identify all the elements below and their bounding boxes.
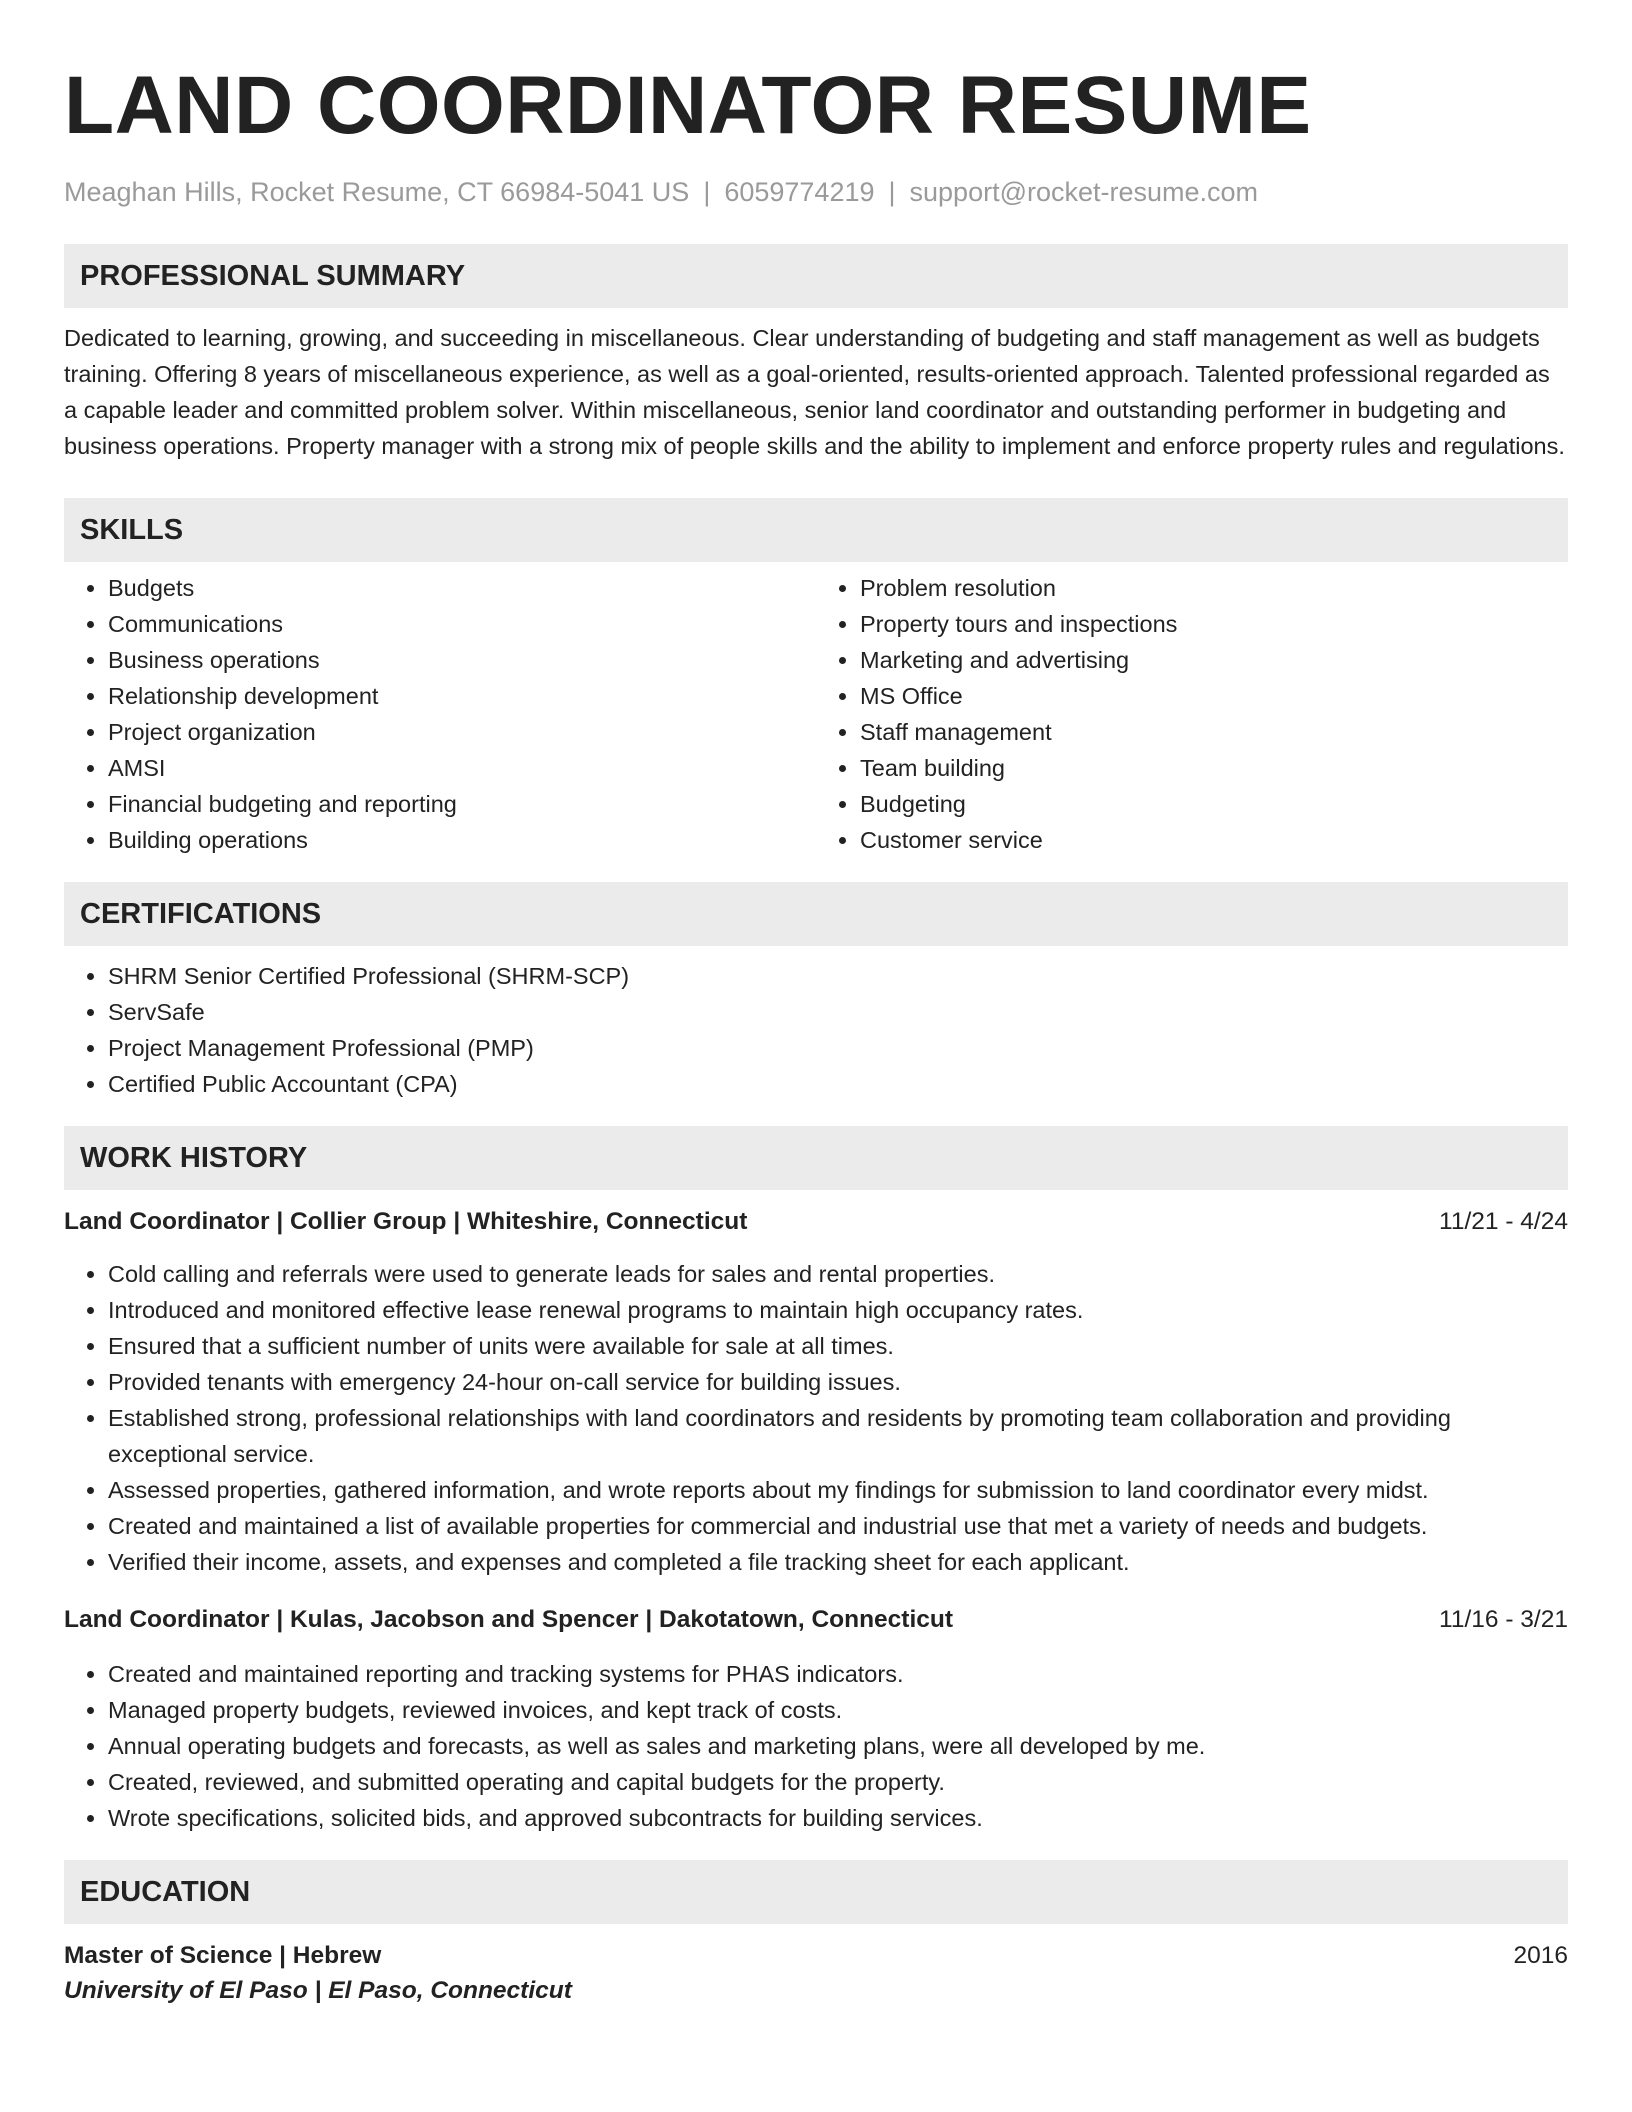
job-dates: 11/16 - 3/21 <box>1439 1606 1568 1633</box>
skill-item: • Marketing and advertising <box>860 642 1568 678</box>
skill-item: • Business operations <box>108 642 816 678</box>
section-heading-summary: PROFESSIONAL SUMMARY <box>64 244 1568 308</box>
skill-item: • Building operations <box>108 822 816 858</box>
job-bullet: • Created and maintained a list of available properties for commercial and industrial use that met a variety of needs and budgets. <box>108 1508 1568 1544</box>
contact-separator: | <box>888 177 896 207</box>
certification-item: • Certified Public Accountant (CPA) <box>108 1066 1568 1102</box>
skill-item: • Property tours and inspections <box>860 606 1568 642</box>
certifications-list <box>64 958 1568 1102</box>
job-bullet: • Created, reviewed, and submitted operating and capital budgets for the property. <box>108 1764 1568 1800</box>
job-bullet: • Cold calling and referrals were used to generate leads for sales and rental properties. <box>108 1256 1568 1292</box>
summary-text: Dedicated to learning, growing, and succeeding in miscellaneous. Clear understanding of budgeting and staff management as well as budgets training. Offering 8 years of miscellaneous experience, as well as a goal-oriented, results-oriented approach. Talented professional regarded as a capable leader and committed problem solver. Within miscellaneous, senior land coordinator and outstanding performer in budgeting and business operations. Property manager with a strong mix of people skills and the ability to implement and enforce property rules and regulations. <box>64 325 1565 459</box>
education-header <box>64 1938 1568 1974</box>
skill-item: • Project organization <box>108 714 816 750</box>
skill-item: • Customer service <box>860 822 1568 858</box>
skill-item: • AMSI <box>108 750 816 786</box>
job-dates: 11/21 - 4/24 <box>1439 1208 1568 1235</box>
job-bullet: • Annual operating budgets and forecasts, as well as sales and marketing plans, were all developed by me. <box>108 1728 1568 1764</box>
section-heading-education: EDUCATION <box>64 1860 1568 1924</box>
skills-column-right <box>816 570 1568 858</box>
resume-title: LAND COORDINATOR RESUME <box>64 60 1312 151</box>
contact-address: Meaghan Hills, Rocket Resume, CT 66984-5041 US <box>64 177 690 207</box>
skill-item: • Relationship development <box>108 678 816 714</box>
job-title: Land Coordinator | Kulas, Jacobson and Spencer | Dakotatown, Connecticut <box>64 1606 954 1633</box>
job-bullet: • Wrote specifications, solicited bids, and approved subcontracts for building services. <box>108 1800 1568 1836</box>
education-degree: Master of Science | Hebrew <box>64 1942 382 1969</box>
job-header <box>64 1602 1568 1638</box>
contact-line <box>64 174 1568 210</box>
skill-item: • Budgets <box>108 570 816 606</box>
skill-item: • Problem resolution <box>860 570 1568 606</box>
job-bullet: • Ensured that a sufficient number of units were available for sale at all times. <box>108 1328 1568 1364</box>
contact-phone: 6059774219 <box>724 177 875 207</box>
section-heading-work: WORK HISTORY <box>64 1126 1568 1190</box>
skill-item: • Communications <box>108 606 816 642</box>
job-bullet: • Verified their income, assets, and expenses and completed a file tracking sheet for each applicant. <box>108 1544 1568 1580</box>
job-bullets <box>64 1256 1568 1580</box>
job-bullet: • Assessed properties, gathered information, and wrote reports about my findings for submission to land coordinator every midst. <box>108 1472 1568 1508</box>
section-heading-skills: SKILLS <box>64 498 1568 562</box>
job-bullet: • Provided tenants with emergency 24-hour on-call service for building issues. <box>108 1364 1568 1400</box>
job-header <box>64 1204 1568 1240</box>
job-title: Land Coordinator | Collier Group | Whiteshire, Connecticut <box>64 1208 748 1235</box>
job-bullet: • Introduced and monitored effective lease renewal programs to maintain high occupancy rates. <box>108 1292 1568 1328</box>
skill-item: • Budgeting <box>860 786 1568 822</box>
education-year: 2016 <box>1513 1942 1568 1969</box>
skill-item: • Staff management <box>860 714 1568 750</box>
job-bullet: • Established strong, professional relationships with land coordinators and residents by promoting team collaboration and providing exceptional service. <box>108 1400 1568 1472</box>
job-bullet: • Managed property budgets, reviewed invoices, and kept track of costs. <box>108 1692 1568 1728</box>
skills-column-left <box>64 570 816 858</box>
contact-separator: | <box>703 177 711 207</box>
certification-item: • SHRM Senior Certified Professional (SHRM-SCP) <box>108 958 1568 994</box>
skill-item: • MS Office <box>860 678 1568 714</box>
job-bullets <box>64 1656 1568 1836</box>
skill-item: • Financial budgeting and reporting <box>108 786 816 822</box>
skill-item: • Team building <box>860 750 1568 786</box>
job-bullet: • Created and maintained reporting and tracking systems for PHAS indicators. <box>108 1656 1568 1692</box>
certification-item: • ServSafe <box>108 994 1568 1030</box>
education-school: University of El Paso | El Paso, Connecticut <box>64 1977 572 2004</box>
certification-item: • Project Management Professional (PMP) <box>108 1030 1568 1066</box>
contact-email[interactable]: support@rocket-resume.com <box>909 177 1259 207</box>
skills-list <box>64 570 1568 858</box>
section-heading-certifications: CERTIFICATIONS <box>64 882 1568 946</box>
